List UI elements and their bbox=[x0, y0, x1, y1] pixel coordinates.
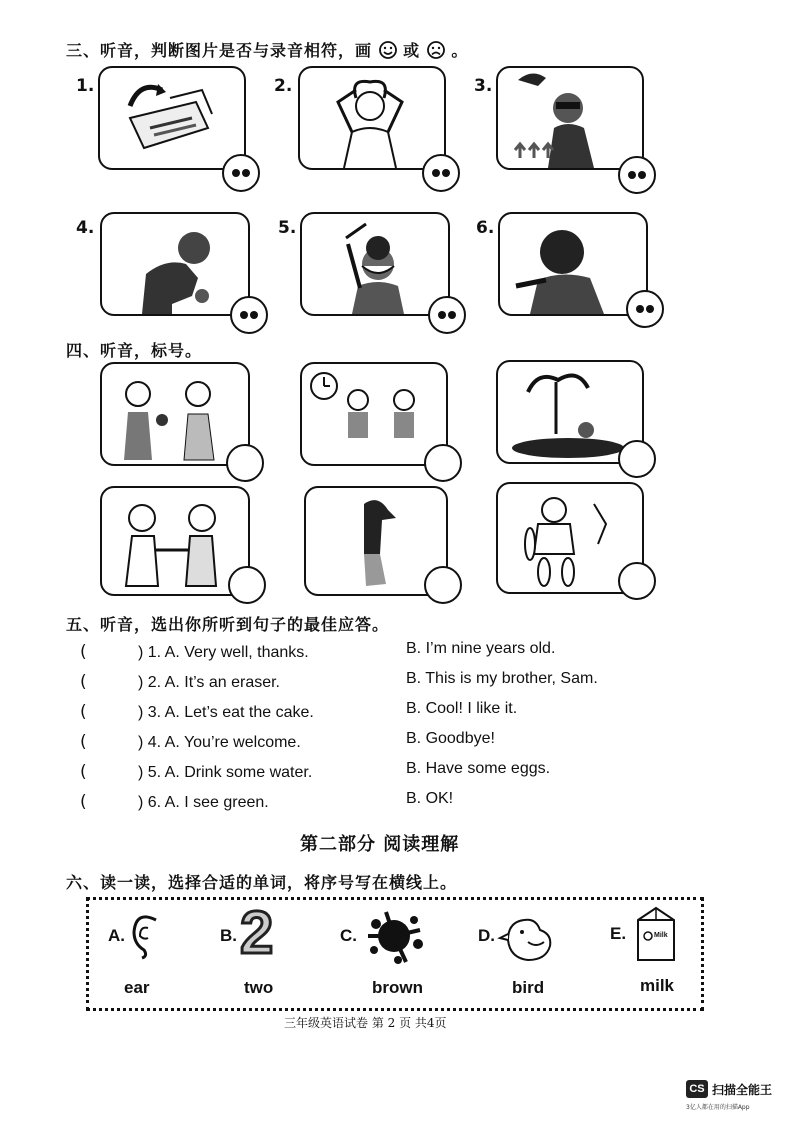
label-circle-6[interactable] bbox=[618, 562, 656, 600]
letter-b: B. bbox=[220, 926, 237, 945]
option-b: B. OK! bbox=[406, 790, 454, 807]
answer-circle-4[interactable] bbox=[230, 296, 268, 334]
clock-kids-icon bbox=[302, 364, 442, 464]
hands-on-head-icon bbox=[300, 68, 440, 168]
option-b: B. Goodbye! bbox=[406, 730, 495, 747]
option-a: ) 2. A. It’s an eraser. bbox=[138, 674, 280, 691]
scanner-watermark bbox=[686, 1080, 786, 1116]
ear-icon bbox=[126, 910, 166, 960]
picture-frame-2 bbox=[298, 66, 446, 170]
robot-toy-icon bbox=[498, 484, 638, 592]
option-a: ) 1. A. Very well, thanks. bbox=[138, 644, 309, 661]
answer-blank[interactable]: ( bbox=[80, 702, 87, 722]
picture-frame-6 bbox=[498, 212, 648, 316]
item-number-5: 5. bbox=[278, 218, 297, 238]
option-a: ) 6. A. I see green. bbox=[138, 794, 269, 811]
number-two-icon: 2 bbox=[240, 899, 274, 966]
bending-boy-icon bbox=[102, 214, 242, 314]
sad-face-icon bbox=[427, 41, 445, 59]
toothbrush-girl-icon bbox=[302, 214, 442, 314]
label-circle-2[interactable] bbox=[424, 444, 462, 482]
word-ear: ear bbox=[124, 978, 150, 997]
letter-d: D. bbox=[478, 926, 495, 945]
option-a: ) 5. A. Drink some water. bbox=[138, 764, 313, 781]
item-number-2: 2. bbox=[274, 76, 293, 96]
bird-icon bbox=[500, 912, 556, 964]
page-footer: 三年级英语试卷 第 2 页 共4页 bbox=[284, 1016, 447, 1030]
kids-apple-icon bbox=[102, 364, 242, 464]
answer-blank[interactable]: ( bbox=[80, 672, 87, 692]
smile-face-icon bbox=[379, 41, 397, 59]
label-circle-1[interactable] bbox=[226, 444, 264, 482]
section3-title-end: 。 bbox=[451, 41, 469, 60]
milk-label: Milk bbox=[654, 932, 668, 939]
label-circle-3[interactable] bbox=[618, 440, 656, 478]
item-number-1: 1. bbox=[76, 76, 95, 96]
word-brown: brown bbox=[372, 978, 423, 997]
option-b: B. Cool! I like it. bbox=[406, 700, 518, 717]
section3-title-text: 三、听音，判断图片是否与录音相符，画 bbox=[66, 41, 373, 60]
picture-frame-5 bbox=[300, 212, 450, 316]
answer-blank[interactable]: ( bbox=[80, 732, 87, 752]
label-circle-4[interactable] bbox=[228, 566, 266, 604]
letter-e: E. bbox=[610, 924, 627, 943]
word-bird: bird bbox=[512, 978, 545, 997]
option-a: ) 3. A. Let’s eat the cake. bbox=[138, 704, 314, 721]
section5-title: 五、听音，选出你所听到句子的最佳应答。 bbox=[66, 615, 390, 634]
item-number-3: 3. bbox=[474, 76, 493, 96]
answer-circle-6[interactable] bbox=[626, 290, 664, 328]
answer-blank[interactable]: ( bbox=[80, 792, 87, 812]
word-two: two bbox=[244, 978, 274, 997]
section4-title: 四、听音，标号。 bbox=[66, 341, 203, 360]
answer-blank[interactable]: ( bbox=[80, 762, 87, 782]
section3-title-or: 或 bbox=[403, 41, 421, 60]
letter-c: C. bbox=[340, 926, 357, 945]
listen-picture-4 bbox=[100, 486, 250, 596]
option-b: B. I’m nine years old. bbox=[406, 640, 556, 657]
part2-title: 第二部分 阅读理解 bbox=[300, 834, 460, 855]
hand-puppet-icon bbox=[306, 488, 442, 594]
section6-title: 六、读一读，选择合适的单词，将序号写在横线上。 bbox=[66, 873, 458, 892]
scanner-name: 扫描全能王 bbox=[712, 1083, 773, 1097]
item-number-4: 4. bbox=[76, 218, 95, 238]
answer-circle-2[interactable] bbox=[422, 154, 460, 192]
answer-circle-1[interactable] bbox=[222, 154, 260, 192]
scanner-logo: CS bbox=[686, 1080, 708, 1098]
picture-frame-1 bbox=[98, 66, 246, 170]
shush-boy-icon bbox=[500, 214, 640, 314]
picture-frame-3 bbox=[496, 66, 644, 170]
picture-frame-4 bbox=[100, 212, 250, 316]
milk-carton-icon bbox=[634, 904, 678, 962]
option-a: ) 4. A. You’re welcome. bbox=[138, 734, 301, 751]
listen-picture-2 bbox=[300, 362, 448, 466]
pencil-box-icon bbox=[100, 68, 240, 168]
answer-circle-5[interactable] bbox=[428, 296, 466, 334]
label-circle-5[interactable] bbox=[424, 566, 462, 604]
hat-boy-icon bbox=[498, 68, 638, 168]
park-scene-icon bbox=[498, 362, 638, 462]
option-b: B. This is my brother, Sam. bbox=[406, 670, 598, 687]
letter-a: A. bbox=[108, 926, 125, 945]
answer-blank[interactable]: ( bbox=[80, 642, 87, 662]
scanner-tagline: 3亿人都在用的扫描App bbox=[686, 1104, 750, 1111]
handshake-kids-icon bbox=[102, 488, 242, 594]
section3-title bbox=[66, 38, 468, 61]
item-number-6: 6. bbox=[476, 218, 495, 238]
listen-picture-1 bbox=[100, 362, 250, 466]
option-b: B. Have some eggs. bbox=[406, 760, 551, 777]
answer-circle-3[interactable] bbox=[618, 156, 656, 194]
paint-splat-icon bbox=[362, 906, 426, 966]
word-milk: milk bbox=[640, 976, 675, 995]
